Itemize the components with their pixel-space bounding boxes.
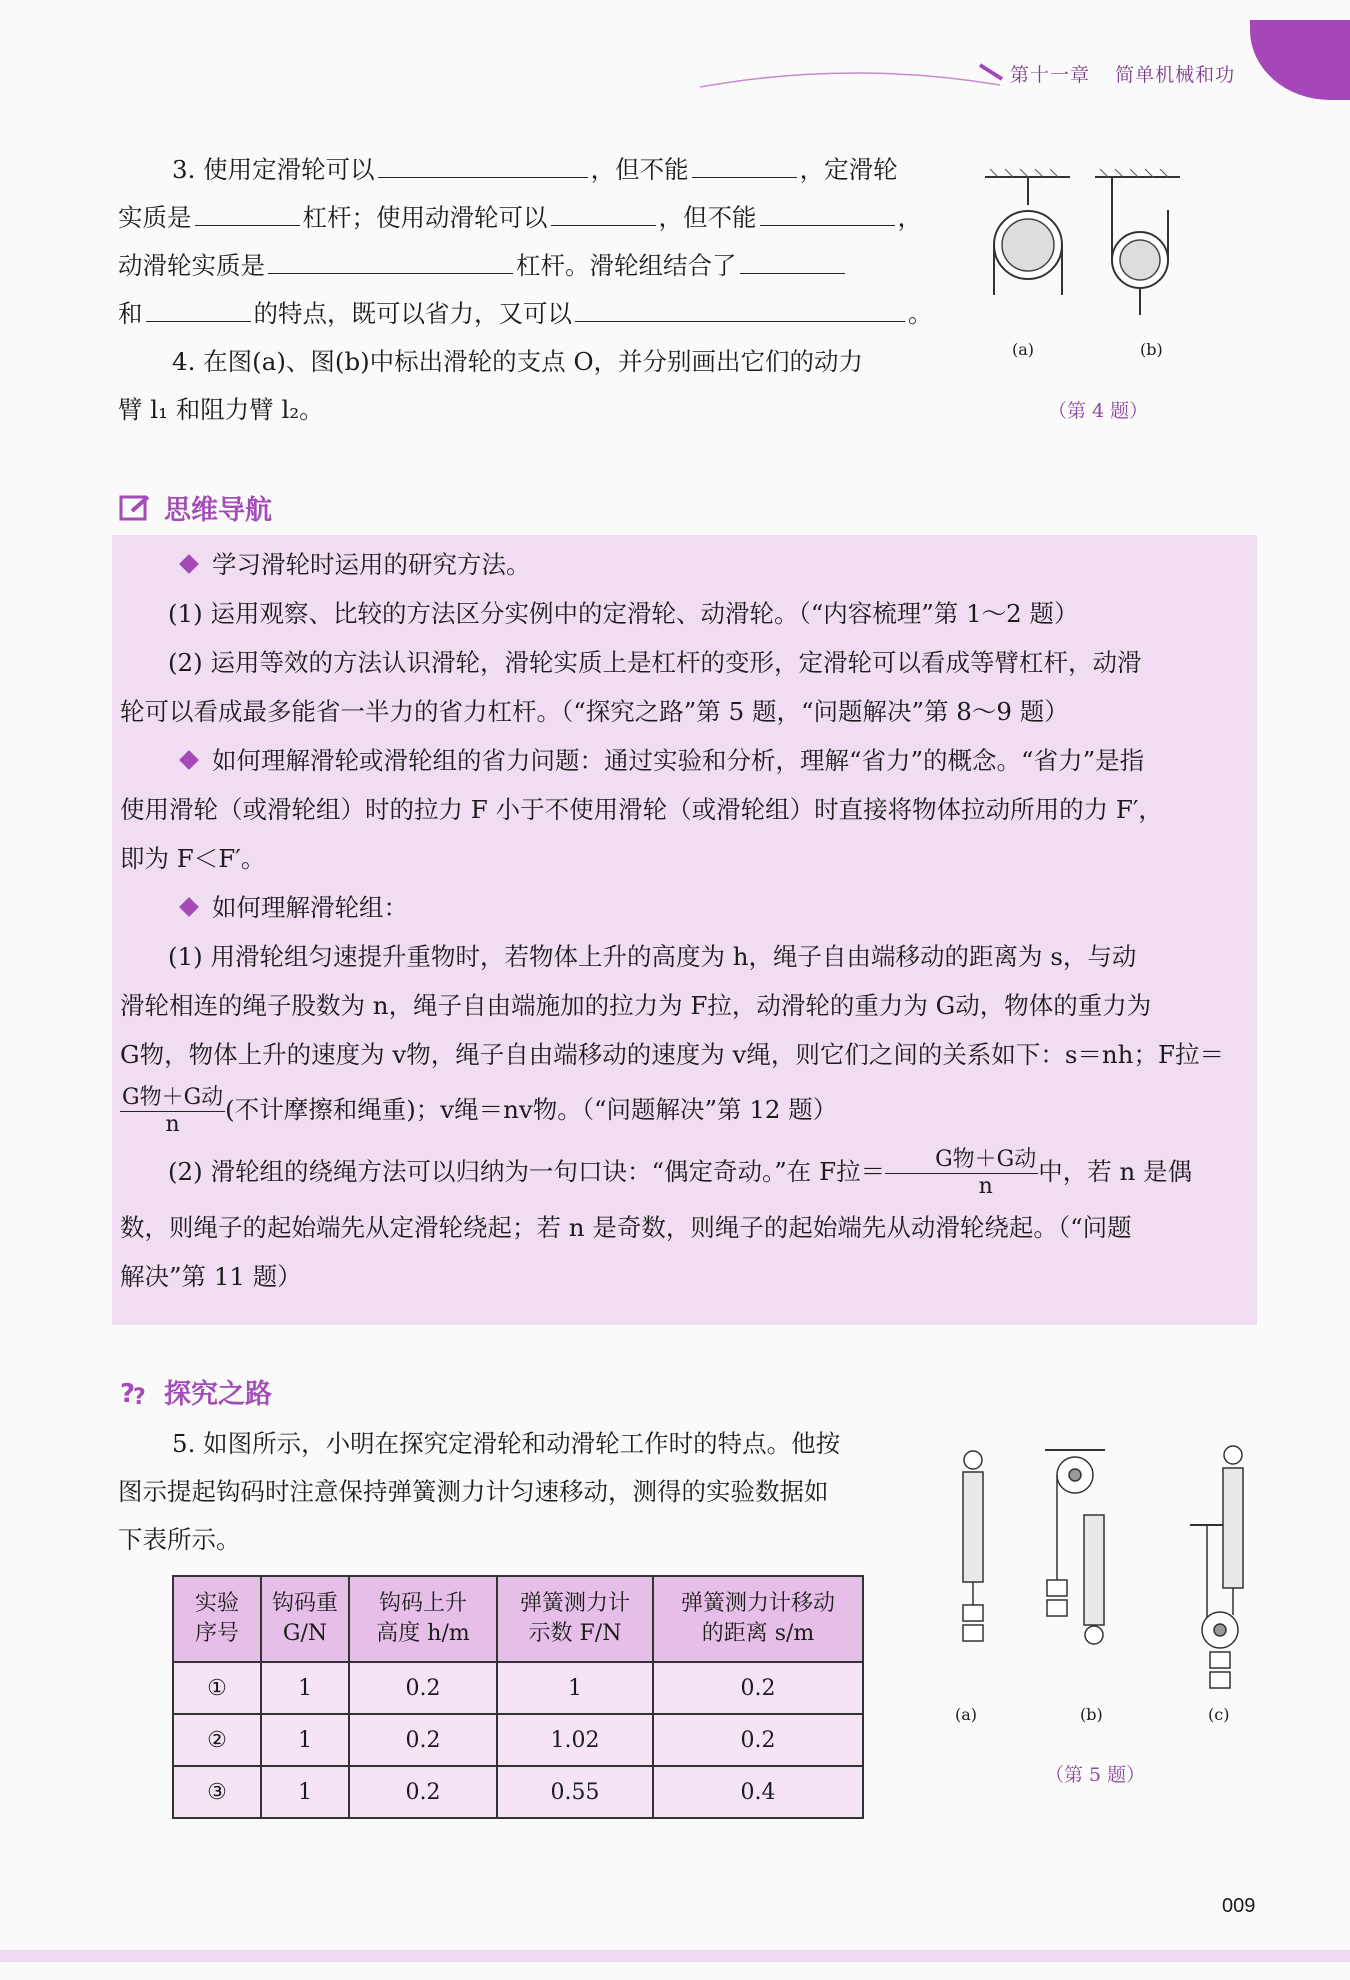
nav-heading-text: 思维导航 [164, 495, 272, 526]
answer-blank[interactable] [146, 295, 251, 322]
bottom-band [0, 1950, 1350, 1962]
q3-line2 [118, 194, 922, 242]
table-cell: 0.2 [653, 1714, 863, 1766]
diamond-icon [179, 750, 199, 770]
q4-line1: 4. 在图(a)、图(b)中标出滑轮的支点 O，并分别画出它们的动力 [172, 347, 864, 376]
q3-line3 [118, 242, 848, 290]
q3-text: 3. 使用定滑轮可以 [172, 155, 375, 184]
table-cell: 1 [261, 1766, 349, 1818]
fig5-label-b: (b) [1080, 1705, 1103, 1724]
table-cell: 0.55 [497, 1766, 653, 1818]
q5-line3: 下表所示。 [118, 1525, 241, 1554]
answer-blank[interactable] [551, 199, 656, 226]
nav-text: 数，则绳子的起始端先从定滑轮绕起；若 n 是奇数，则绳子的起始端先从动滑轮绕起。（“问题 [120, 1213, 1132, 1242]
corner-decoration [1250, 20, 1350, 100]
pulley-figure-4 [980, 165, 1230, 340]
table-header: 弹簧测力计 示数 F/N [497, 1576, 653, 1662]
svg-text:?: ? [120, 1378, 136, 1407]
diamond-icon [179, 554, 199, 574]
table-cell: 1.02 [497, 1714, 653, 1766]
nav-formula-line: $\frac{\text{G物＋G动}}{n}$ (不计摩擦和绳重)；v绳＝nv物。（“问题解决”第 12 题） [122, 1085, 838, 1137]
fig5-b [1045, 1450, 1105, 1644]
answer-blank[interactable] [195, 199, 300, 226]
experiment-table [172, 1575, 864, 1819]
answer-blank[interactable] [740, 247, 845, 274]
table-cell: 0.4 [653, 1766, 863, 1818]
q3-text: ，但不能 [658, 203, 757, 232]
fig5-label-c: (c) [1208, 1705, 1230, 1724]
nav-content [120, 540, 1250, 1301]
table-header-row [173, 1576, 863, 1662]
formula-fraction: $\frac{\text{G物＋G动}}{n}$ [122, 1085, 224, 1137]
nav-bullet-1: 学习滑轮时运用的研究方法。 [120, 540, 1250, 589]
nav-text: G物，物体上升的速度为 v物，绳子自由端移动的速度为 v绳，则它们之间的关系如下：s＝nh；F拉＝ [120, 1040, 1224, 1069]
table-header: 实验 序号 [173, 1576, 261, 1662]
table-cell: 1 [261, 1662, 349, 1714]
answer-blank[interactable] [760, 199, 895, 226]
table-header: 弹簧测力计移动 的距离 s/m [653, 1576, 863, 1662]
header-chapter: 第十一章 [1010, 64, 1091, 86]
table-row [173, 1662, 863, 1714]
answer-blank[interactable] [575, 295, 905, 322]
explore-heading [118, 1372, 272, 1411]
fig4-caption: （第 4 题） [1048, 400, 1149, 422]
nav-text: (1) 运用观察、比较的方法区分实例中的定滑轮、动滑轮。（“内容梳理”第 1～2 题） [168, 599, 1079, 628]
table-cell: ② [173, 1714, 261, 1766]
nav-text: 解决”第 11 题） [120, 1262, 302, 1291]
edit-icon [118, 493, 152, 523]
question-icon [118, 1377, 152, 1407]
q3-line4 [118, 290, 933, 338]
nav-text: 滑轮相连的绳子股数为 n，绳子自由端施加的拉力为 F拉，动滑轮的重力为 G动，物体的重力为 [120, 991, 1152, 1020]
nav-bullet-3: 如何理解滑轮组： [120, 883, 1250, 932]
nav-formula-line-2: (2) 滑轮组的绕绳方法可以归纳为一句口诀：“偶定奇动。”在 F拉＝ $\frac{\text{G物＋G动}}{n}$ 中，若 n 是偶 [168, 1147, 1193, 1199]
diamond-icon [179, 897, 199, 917]
table-header: 钩码重 G/N [261, 1576, 349, 1662]
explore-heading-text: 探究之路 [164, 1379, 272, 1410]
q3-line1 [172, 146, 898, 194]
nav-text: 即为 F＜F′。 [120, 844, 266, 873]
answer-blank[interactable] [378, 151, 588, 178]
page-number: 009 [1222, 1895, 1256, 1917]
table-cell: 1 [261, 1714, 349, 1766]
nav-bullet-2: 如何理解滑轮或滑轮组的省力问题：通过实验和分析，理解“省力”的概念。“省力”是指 [120, 736, 1250, 785]
table-cell: ① [173, 1662, 261, 1714]
fig5-caption: （第 5 题） [1045, 1764, 1146, 1786]
q3-text: 杠杆。滑轮组结合了 [516, 251, 737, 280]
q3-text: ， [897, 203, 922, 232]
q5-line1: 5. 如图所示，小明在探究定滑轮和动滑轮工作时的特点。他按 [172, 1429, 841, 1458]
q3-text: 杠杆；使用动滑轮可以 [302, 203, 548, 232]
nav-text: 使用滑轮（或滑轮组）时的拉力 F 小于不使用滑轮（或滑轮组）时直接将物体拉动所用的力 F′， [120, 795, 1163, 824]
q3-text: 的特点，既可以省力，又可以 [253, 299, 572, 328]
fig5-a [963, 1451, 983, 1641]
table-header: 钩码上升 高度 h/m [349, 1576, 497, 1662]
q3-text: 。 [908, 299, 933, 328]
nav-text: (2) 运用等效的方法认识滑轮，滑轮实质上是杠杆的变形，定滑轮可以看成等臂杠杆，动滑 [168, 648, 1142, 677]
formula-fraction: $\frac{\text{G物＋G动}}{n}$ [885, 1147, 1038, 1200]
table-cell: 0.2 [349, 1662, 497, 1714]
fig4-label-b: (b) [1140, 340, 1163, 359]
fig4-label-a: (a) [1012, 340, 1035, 359]
q3-text: ，但不能 [590, 155, 689, 184]
spring-scale-figure-5 [935, 1440, 1265, 1705]
table-cell: 0.2 [349, 1766, 497, 1818]
nav-text: (1) 用滑轮组匀速提升重物时，若物体上升的高度为 h，绳子自由端移动的距离为 s，与动 [168, 942, 1137, 971]
table-cell: 0.2 [653, 1662, 863, 1714]
table-row [173, 1766, 863, 1818]
q3-text: 和 [118, 299, 143, 328]
answer-blank[interactable] [268, 247, 513, 274]
q5-line2: 图示提起钩码时注意保持弹簧测力计匀速移动，测得的实验数据如 [118, 1477, 829, 1506]
q4-line2: 臂 l₁ 和阻力臂 l₂。 [118, 395, 324, 424]
nav-heading [118, 488, 272, 527]
table-cell: ③ [173, 1766, 261, 1818]
nav-text: 轮可以看成最多能省一半力的省力杠杆。（“探究之路”第 5 题，“问题解决”第 8～9 题） [120, 697, 1069, 726]
table-cell: 0.2 [349, 1714, 497, 1766]
fig5-label-a: (a) [955, 1705, 978, 1724]
table-row [173, 1714, 863, 1766]
fig5-c [1190, 1446, 1243, 1688]
q3-text: 实质是 [118, 203, 192, 232]
svg-text:?: ? [133, 1384, 146, 1407]
header-chapter-title: 简单机械和功 [1115, 64, 1236, 86]
table-cell: 1 [497, 1662, 653, 1714]
answer-blank[interactable] [692, 151, 797, 178]
q3-text: 动滑轮实质是 [118, 251, 265, 280]
header-swoosh [700, 55, 1020, 95]
header-title [1010, 60, 1253, 87]
q3-text: ，定滑轮 [799, 155, 898, 184]
